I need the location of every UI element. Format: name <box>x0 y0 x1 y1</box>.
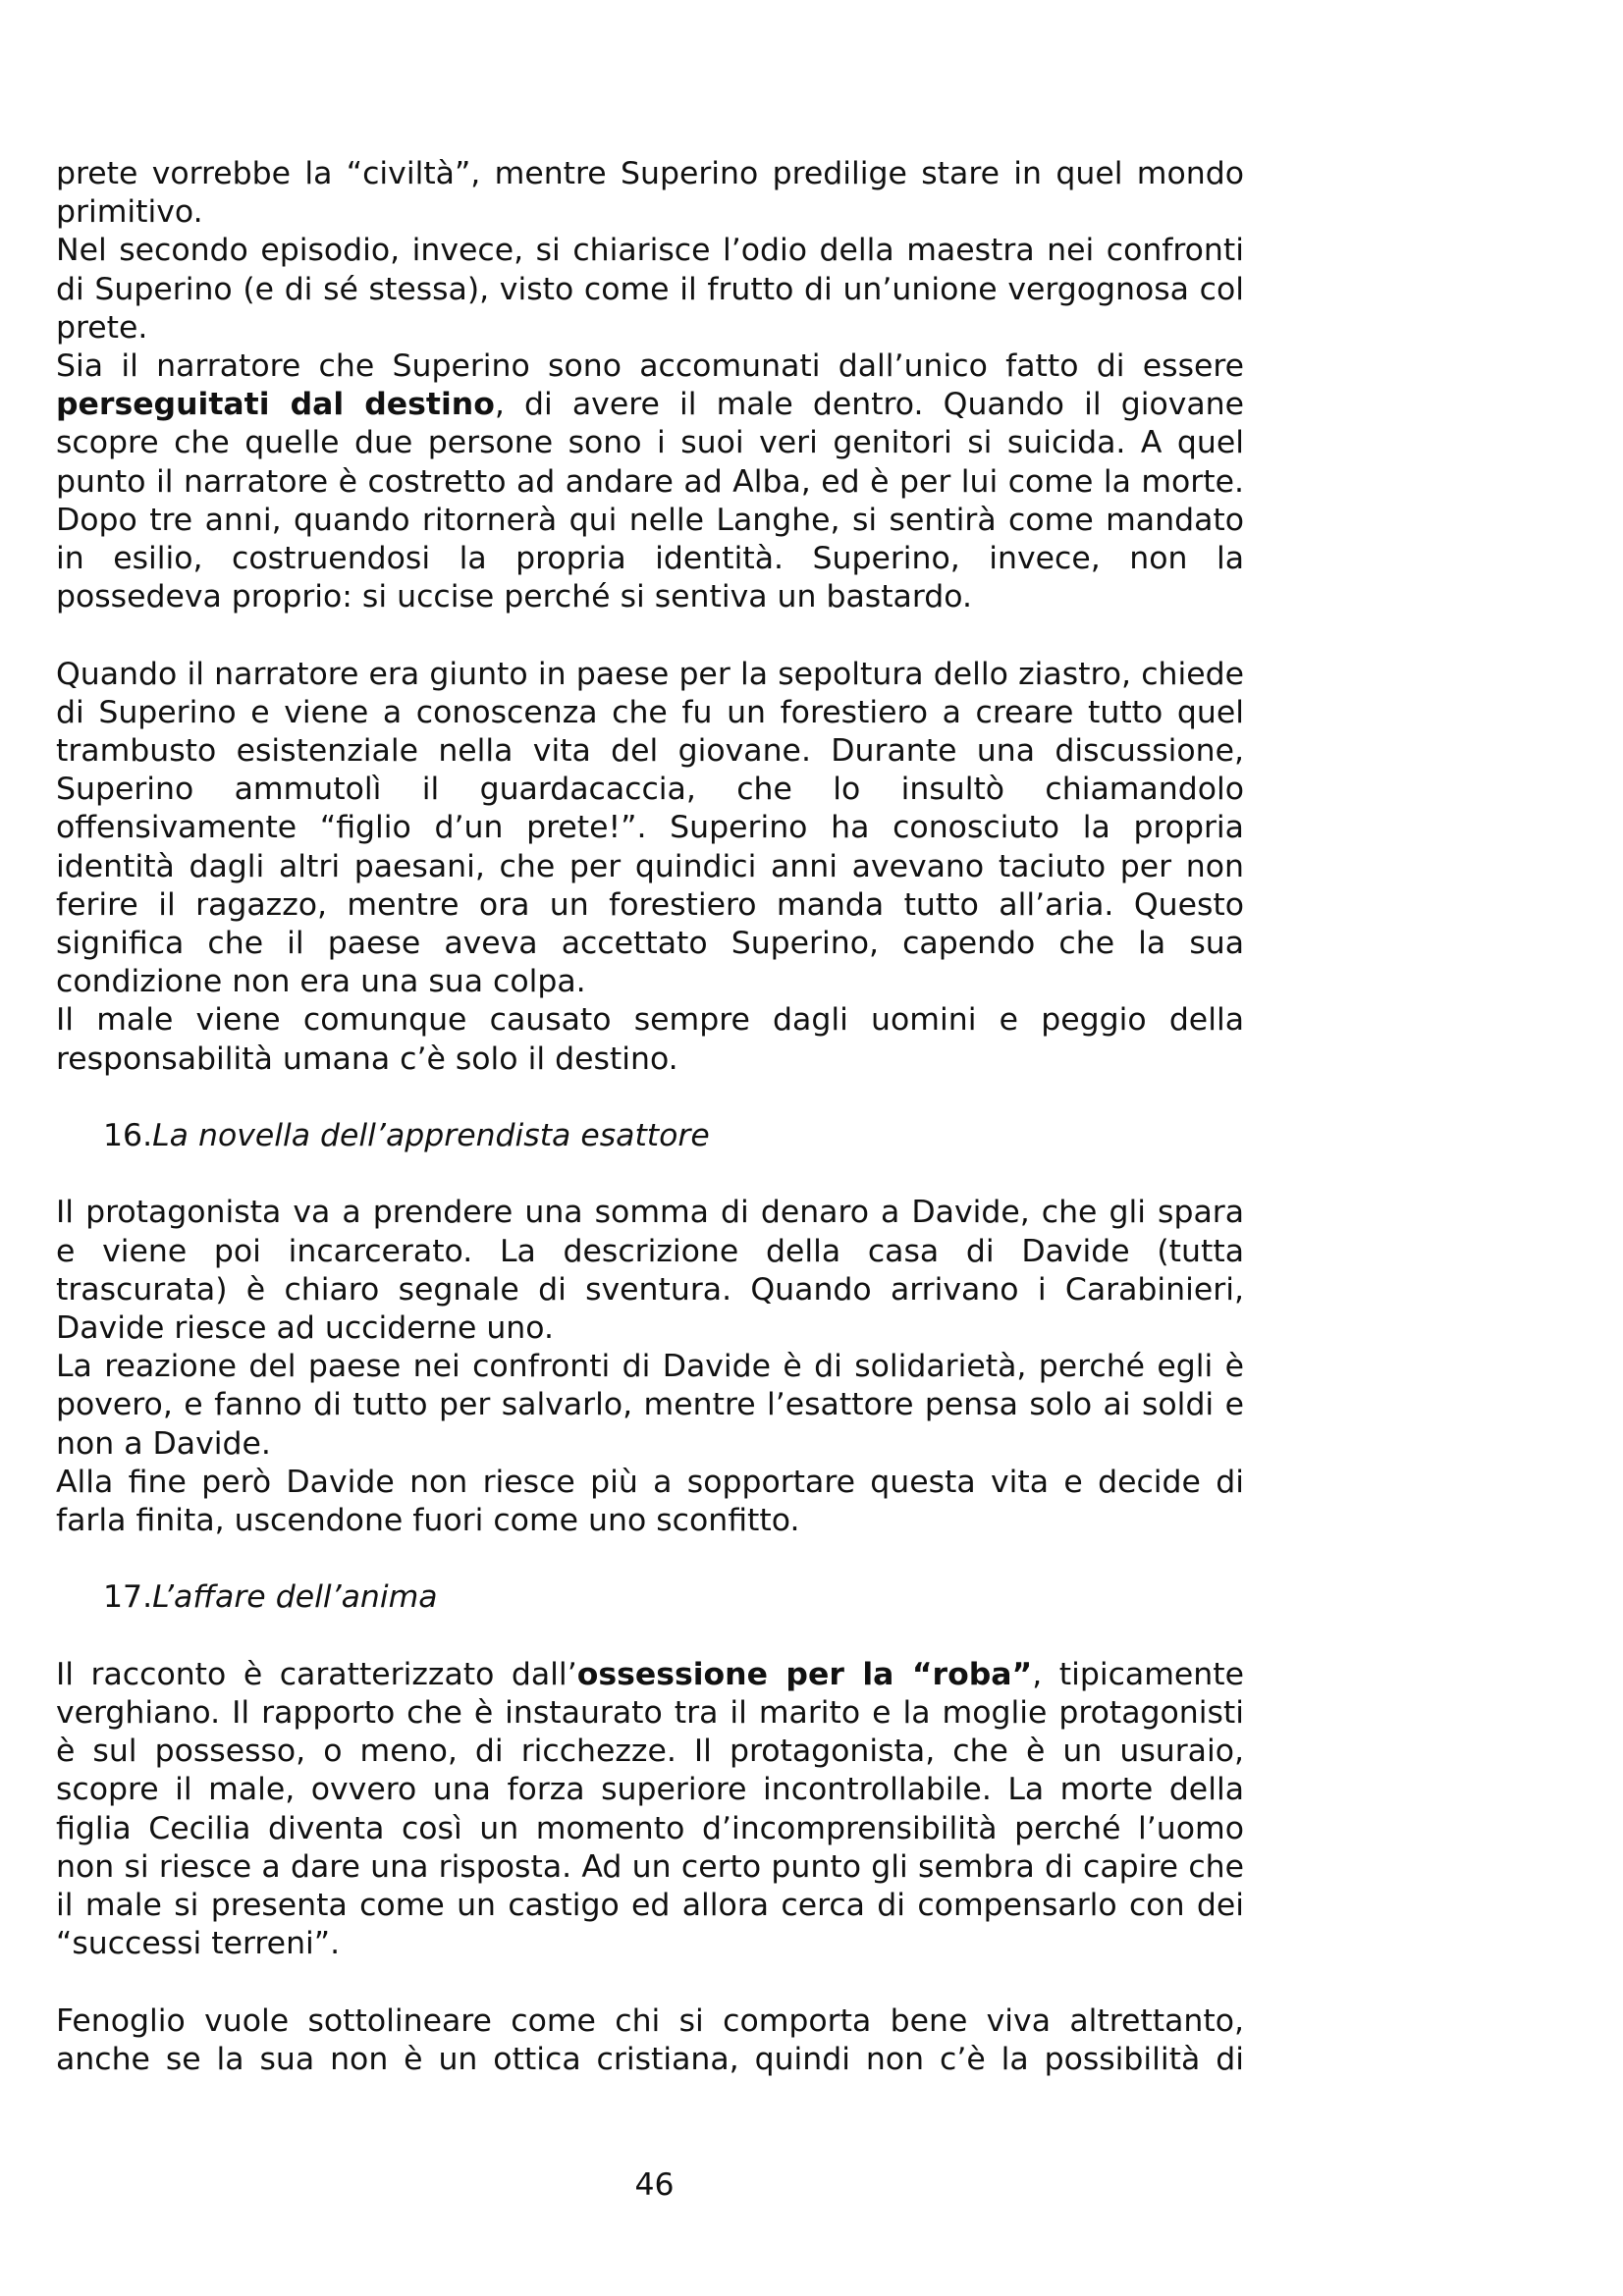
paragraph-roba <box>56 1656 1244 1964</box>
text-span: Sia il narratore che Superino sono accomunati dall’unico fatto di essere <box>56 348 1244 385</box>
paragraph-fenoglio: Fenoglio vuole sottolineare come chi si comporta bene viva altrettanto, anche se la sua non è un ottica cristiana, quindi non c’è la possibilità di <box>56 2002 1244 2077</box>
section-number: 16. <box>103 1118 153 1154</box>
text-span: , di avere il male dentro. Quando il giovane scopre che quelle due persone sono i suoi veri genitori si suicida. A quel punto il narratore è costretto ad andare ad Alba, ed è per lui come la morte. Dopo tre anni, quando ritornerà qui nelle Langhe, si sentirà come mandato in esilio, costruendosi la propria identità. Superino, invece, non la possedeva proprio: si uccise perché si sentiva un bastardo. <box>56 387 1245 615</box>
section-heading-16 <box>56 1117 1244 1155</box>
section-title: La novella dell’apprendista esattore <box>152 1118 710 1154</box>
paragraph-male-destino: Il male viene comunque causato sempre dagli uomini e peggio della responsabilità umana c’è solo il destino. <box>56 1002 1244 1077</box>
paragraph-gap <box>56 1540 1244 1578</box>
text-span: , tipicamente verghiano. Il rapporto che è instaurato tra il marito e la moglie protagonisti è sul possesso, o meno, di ricchezze. Il protagonista, che è un usuraio, scopre il male, ovvero una forza superiore incontrollabile. La morte della figlia Cecilia diventa così un momento d’incomprensibilità perché l’uomo non si riesce a dare una risposta. Ad un certo punto gli sembra di capire che il male si presenta come un castigo ed allora cerca di compensarlo con dei “successi terreni”. <box>56 1656 1244 1962</box>
section-title: L’affare dell’anima <box>152 1579 438 1616</box>
paragraph-fine-davide: Alla fine però Davide non riesce più a sopportare questa vita e decide di farla finita, uscendone fuori come uno sconfitto. <box>56 1464 1244 1539</box>
bold-phrase-destino: perseguitati dal destino <box>56 387 495 423</box>
paragraph-gap <box>56 1155 1244 1194</box>
text-span: Il racconto è caratterizzato dall’ <box>56 1656 577 1692</box>
page-number: 46 <box>634 2167 675 2203</box>
paragraph-reazione-paese: La reazione del paese nei confronti di Davide è di solidarietà, perché egli è povero, e fanno di tutto per salvarlo, mentre l’esattore pensa solo ai soldi e non a Davide. <box>56 1349 1244 1462</box>
paragraph-davide: Il protagonista va a prendere una somma di denaro a Davide, che gli spara e viene poi incarcerato. La descrizione della casa di Davide (tutta trascurata) è chiaro segnale di sventura. Quando arrivano i Carabinieri, Davide riesce ad ucciderne uno. <box>56 1195 1244 1347</box>
paragraph-gap <box>56 1963 1244 2002</box>
bold-phrase-roba: ossessione per la “roba” <box>576 1656 1033 1692</box>
section-number: 17. <box>103 1579 153 1616</box>
paragraph-civilta: prete vorrebbe la “civiltà”, mentre Superino predilige stare in quel mondo primitivo. <box>56 156 1244 231</box>
paragraph-gap <box>56 1618 1244 1656</box>
paragraph-secondo-episodio: Nel secondo episodio, invece, si chiarisce l’odio della maestra nei confronti di Superino (e di sé stessa), visto come il frutto di un’unione vergognosa col prete. <box>56 233 1244 346</box>
section-heading-17 <box>56 1578 1244 1617</box>
paragraph-gap <box>56 616 1244 655</box>
paragraph-forestiero: Quando il narratore era giunto in paese per la sepoltura dello ziastro, chiede di Superino e viene a conoscenza che fu un forestiero a creare tutto quel trambusto esistenziale nella vita del giovane. Durante una discussione, Superino ammutolì il guardacaccia, che lo insultò chiamandolo offensivamente “figlio d’un prete!”. Superino ha conosciuto la propria identità dagli altri paesani, che per quindici anni avevano taciuto per non ferire il ragazzo, mentre ora un forestiero manda tutto all’aria. Questo significa che il paese aveva accettato Superino, capendo che la sua condizione non era una sua colpa. <box>56 656 1244 1000</box>
paragraph-gap <box>56 1079 1244 1117</box>
document-page <box>56 155 1244 2079</box>
paragraph-narratore-superino <box>56 347 1244 616</box>
